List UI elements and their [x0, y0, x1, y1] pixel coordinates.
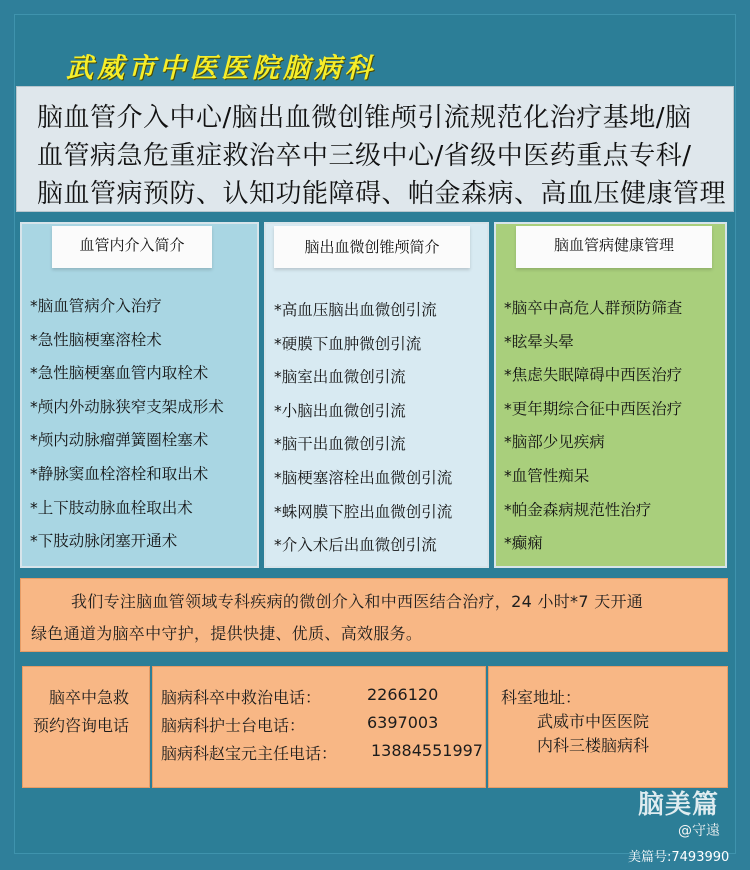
banner-line: 脑血管病预防、认知功能障碍、帕金森病、高血压健康管理: [37, 179, 727, 209]
list-item: *眩晕头晕: [504, 332, 574, 351]
list-item: *焦虑失眠障碍中西医治疗: [504, 366, 683, 385]
statement-line: 绿色通道为脑卒中守护，提供快捷、优质、高效服务。: [31, 624, 423, 643]
service-list: [30, 296, 224, 565]
list-item: *急性脑梗塞血管内取栓术: [30, 364, 209, 383]
list-item: *脑梗塞溶栓出血微创引流: [274, 468, 453, 487]
list-item: *硬膜下血肿微创引流: [274, 334, 422, 353]
column-heading: 血管内介入简介: [52, 226, 212, 268]
statement-line: 我们专注脑血管领域专科疾病的微创介入和中西医结合治疗，24 小时*7 天开通: [71, 592, 644, 611]
list-item: *脑干出血微创引流: [274, 435, 406, 454]
column-heading: 脑血管病健康管理: [516, 226, 712, 268]
author-handle[interactable]: @守遠: [678, 823, 720, 839]
hotline-label-box: [22, 666, 150, 788]
hotline-label: 脑卒中急救: [49, 688, 130, 707]
logo-tail: 美篇: [665, 790, 720, 820]
list-item: *脑室出血微创引流: [274, 368, 406, 387]
list-item: *颅内动脉瘤弹簧圈栓塞术: [30, 431, 209, 450]
address-line: 内科三楼脑病科: [537, 736, 650, 755]
phone-label: 脑病科卒中救治电话：: [161, 688, 322, 707]
list-item: *脑部少见疾病: [504, 433, 605, 452]
address-line: 武威市中医医院: [537, 712, 650, 731]
list-item: *更年期综合征中西医治疗: [504, 399, 683, 418]
minimally-invasive-column: [264, 222, 489, 568]
phone-number[interactable]: 13884551997: [371, 741, 483, 760]
list-item: *下肢动脉闭塞开通术: [30, 532, 178, 551]
service-list: [274, 300, 452, 569]
phone-numbers-box: [152, 666, 486, 788]
interventional-column: [20, 222, 259, 568]
service-statement: [20, 578, 728, 652]
list-item: *介入术后出血微创引流: [274, 536, 437, 555]
list-item: *上下肢动脉血栓取出术: [30, 498, 193, 517]
phone-number[interactable]: 6397003: [367, 713, 439, 732]
address-label: 科室地址：: [501, 688, 582, 707]
list-item: *帕金森病规范性治疗: [504, 500, 652, 519]
health-management-column: [494, 222, 727, 568]
meipian-id: 美篇号:7493990: [628, 850, 730, 865]
column-heading: 脑出血微创锥颅简介: [274, 226, 470, 268]
address-box: [488, 666, 728, 788]
list-item: *脑卒中高危人群预防筛查: [504, 299, 683, 317]
poster-title: 武威市中医医院脑病科: [66, 53, 376, 84]
phone-label: 脑病科赵宝元主任电话：: [161, 744, 338, 763]
list-item: *癫痫: [504, 534, 543, 553]
list-item: *高血压脑出血微创引流: [274, 301, 437, 319]
list-item: *小脑出血微创引流: [274, 401, 406, 420]
list-item: *脑血管病介入治疗: [30, 297, 162, 315]
hotline-label: 预约咨询电话: [33, 716, 130, 735]
phone-label: 脑病科护士台电话：: [161, 716, 306, 735]
banner-line: 血管病急危重症救治卒中三级中心/省级中医药重点专科/: [37, 141, 692, 171]
list-item: *急性脑梗塞溶栓术: [30, 330, 162, 349]
meipian-logo: [638, 784, 719, 821]
banner-line: 脑血管介入中心/脑出血微创锥颅引流规范化治疗基地/脑: [37, 103, 692, 133]
service-list: [504, 298, 682, 567]
department-banner: [16, 86, 734, 212]
logo-char: 脑: [638, 790, 666, 820]
phone-number[interactable]: 2266120: [367, 685, 439, 704]
list-item: *蛛网膜下腔出血微创引流: [274, 502, 453, 521]
list-item: *颅内外动脉狭窄支架成形术: [30, 397, 224, 416]
list-item: *静脉窦血栓溶栓和取出术: [30, 464, 209, 483]
list-item: *血管性痴呆: [504, 466, 590, 485]
